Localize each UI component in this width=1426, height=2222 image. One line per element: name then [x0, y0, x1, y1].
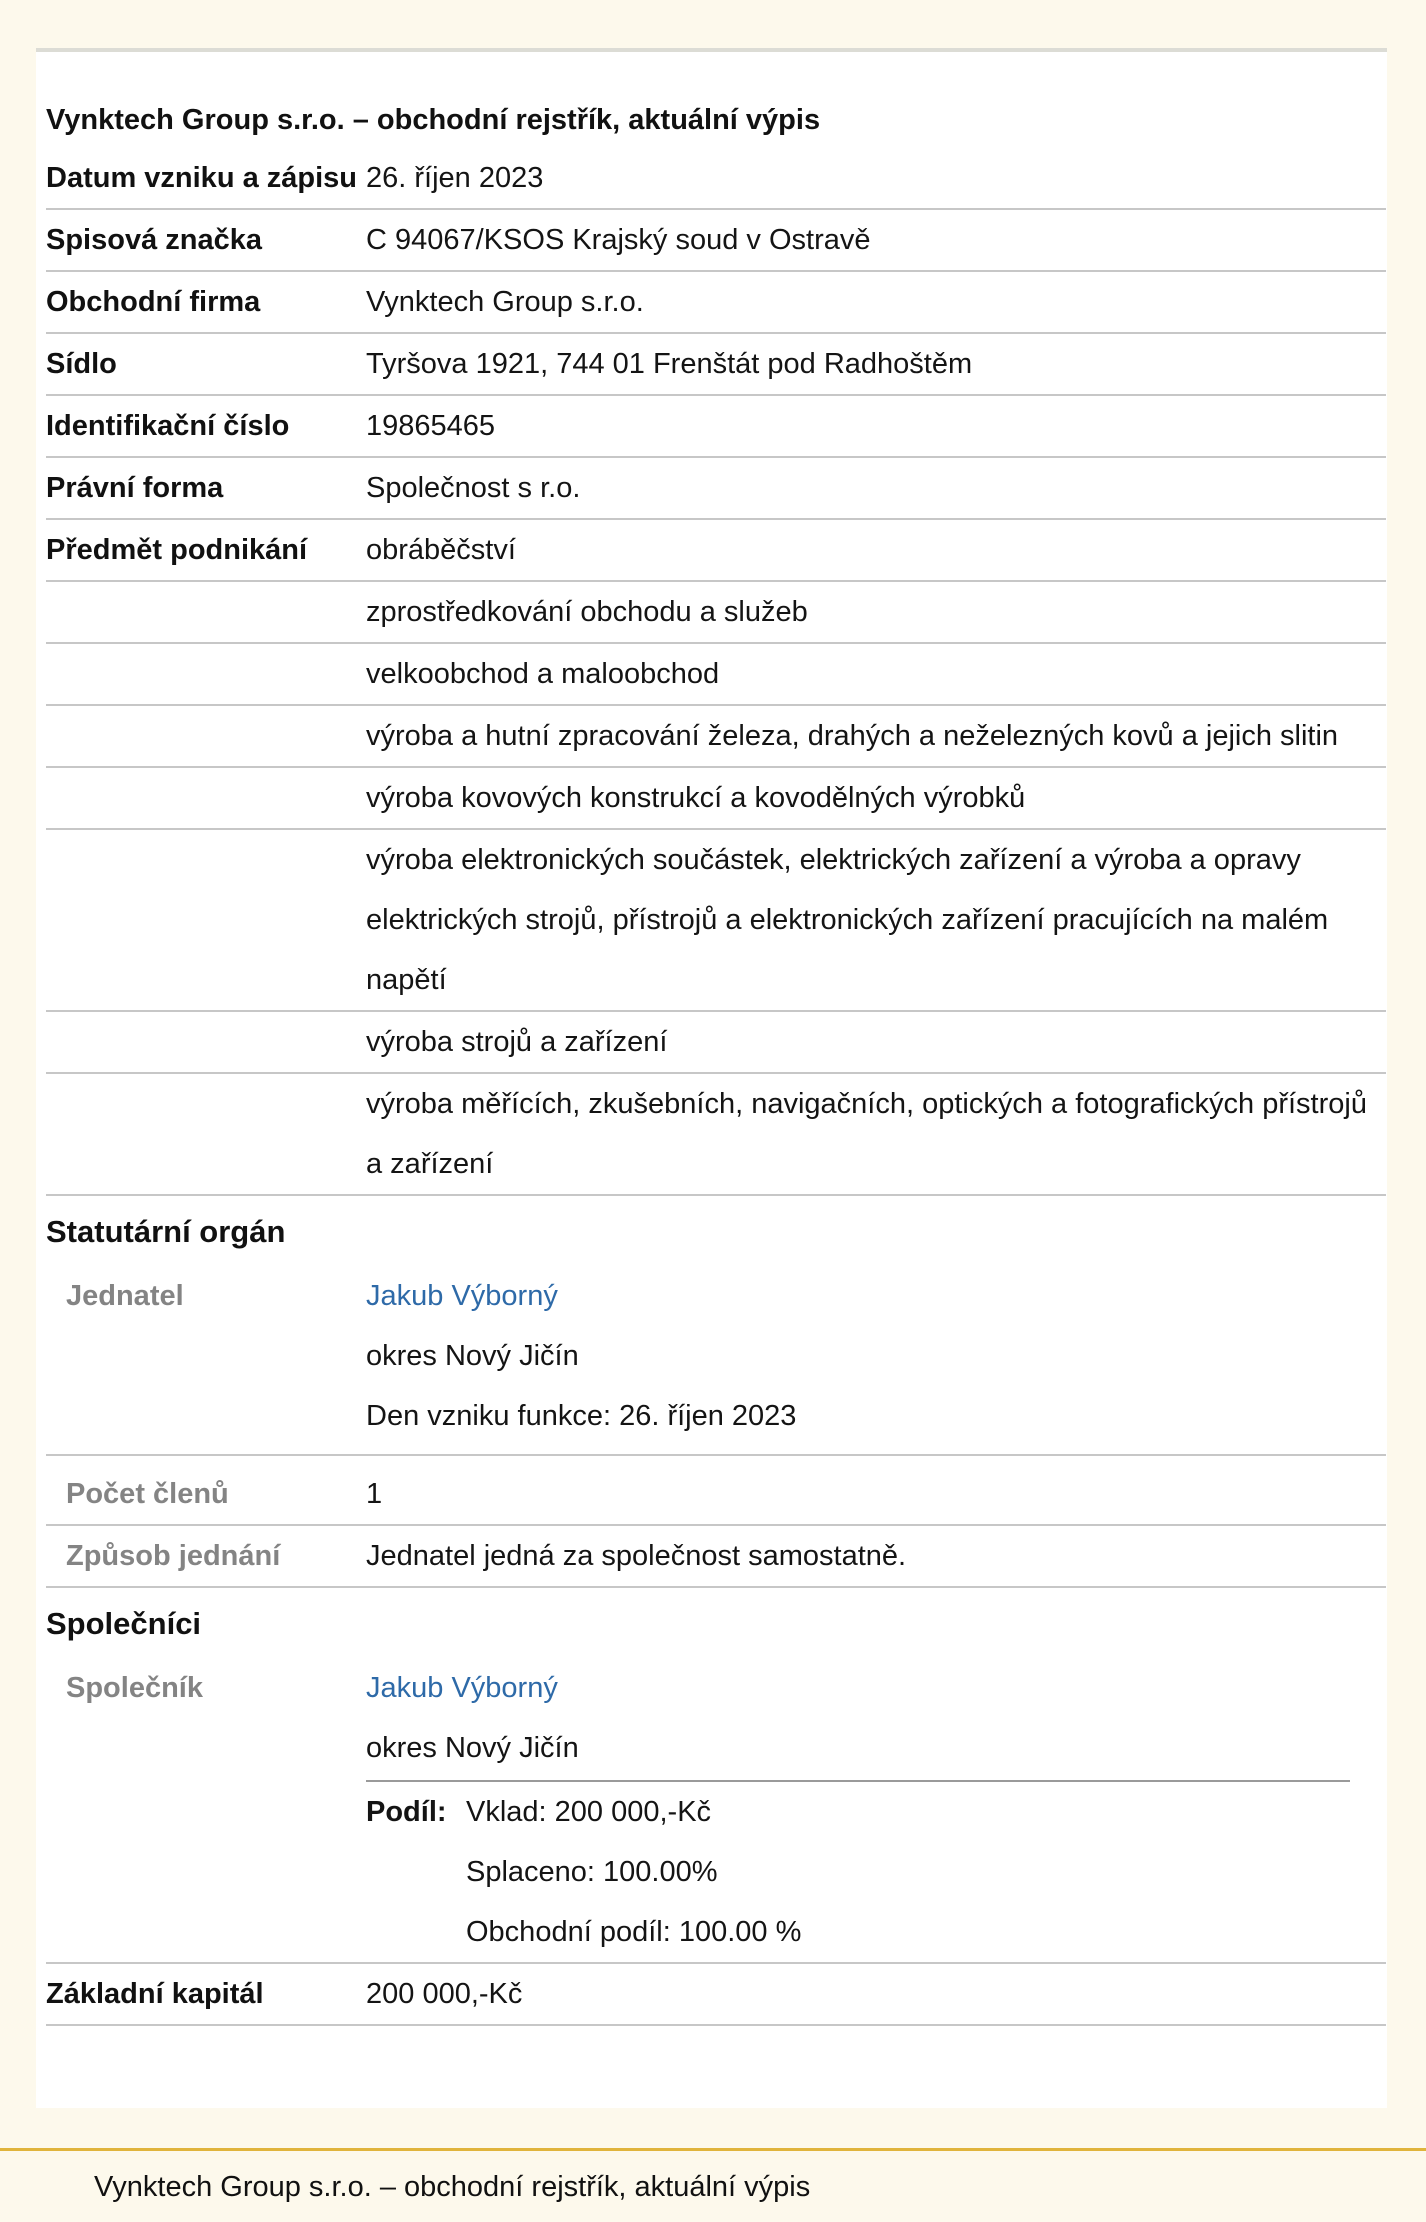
row-pravni-forma [46, 458, 1386, 520]
row-predmet-item [46, 1074, 1386, 1196]
row-predmet-item [46, 768, 1386, 830]
row-value: výroba měřících, zkušebních, navigačních, optických a fotografických přístrojů a zařízení [366, 1088, 1367, 1180]
row-label-empty [46, 830, 366, 1010]
row-label: Právní forma [46, 472, 224, 504]
row-value: výroba a hutní zpracování železa, drahých a neželezných kovů a jejich slitin [366, 720, 1339, 752]
row-label [46, 148, 366, 208]
row-predmet-item [46, 830, 1386, 1012]
row-label: Spisová značka [46, 224, 262, 256]
row-value: 200 000,-Kč [366, 1978, 523, 2010]
row-value: obráběčství [366, 534, 516, 566]
row-value: výroba elektronických součástek, elektrických zařízení a výroba a opravy elektrických strojů, přístrojů a elektronických zařízení pracujících na malém napětí [366, 844, 1329, 996]
row-predmet-item [46, 706, 1386, 768]
row-datum-vzniku [46, 148, 1386, 210]
row-label: Společník [66, 1672, 203, 1704]
row-label-empty [46, 706, 366, 766]
row-obchodni-firma [46, 272, 1386, 334]
row-label-empty [46, 1074, 366, 1194]
row-label-empty [46, 644, 366, 704]
row-predmet-item [46, 644, 1386, 706]
row-label-empty [46, 1012, 366, 1072]
row-zpusob-jednani [46, 1526, 1386, 1588]
row-label-text: Datum vzniku a zápisu [46, 162, 358, 194]
row-sidlo [46, 334, 1386, 396]
vklad-value: Vklad: 200 000,-Kč [466, 1796, 712, 1828]
row-value: výroba strojů a zařízení [366, 1026, 668, 1058]
row-label-empty [46, 582, 366, 642]
row-value: zprostředkování obchodu a služeb [366, 596, 808, 628]
row-value [366, 1266, 1386, 1446]
row-predmet-item [46, 1012, 1386, 1074]
row-identifikacni-cislo [46, 396, 1386, 458]
page-title: Vynktech Group s.r.o. – obchodní rejstřík, aktuální výpis [46, 104, 821, 136]
row-predmet-item [46, 582, 1386, 644]
row-jednatel [46, 1266, 1386, 1456]
row-value: Tyršova 1921, 744 01 Frenštát pod Radhoštěm [366, 348, 973, 380]
row-label: Předmět podnikání [46, 534, 308, 566]
podil-label: Podíl: [366, 1796, 447, 1828]
spolecnik-okres: okres Nový Jičín [366, 1732, 579, 1764]
podil-values [466, 1782, 1350, 1962]
row-zakladni-kapital [46, 1964, 1386, 2026]
row-value: 19865465 [366, 410, 496, 442]
section-title-statutarni: Statutární orgán [46, 1214, 286, 1249]
register-card [36, 48, 1387, 2108]
row-value: 26. říjen 2023 [366, 162, 544, 194]
row-value: Vynktech Group s.r.o. [366, 286, 644, 318]
splaceno-value: Splaceno: 100.00% [466, 1856, 718, 1888]
register-content [46, 94, 1386, 2026]
row-value: výroba kovových konstrukcí a kovodělných výrobků [366, 782, 1026, 814]
row-value: Společnost s r.o. [366, 472, 581, 504]
row-spolecnik [46, 1658, 1386, 1964]
page-footer [0, 2148, 1426, 2217]
jednatel-okres: okres Nový Jičín [366, 1340, 579, 1372]
row-pocet-clenu [46, 1456, 1386, 1526]
row-label: Jednatel [66, 1280, 184, 1312]
row-label: Základní kapitál [46, 1978, 264, 2010]
row-spisova-znacka [46, 210, 1386, 272]
row-label: Identifikační číslo [46, 410, 290, 442]
row-label: Obchodní firma [46, 286, 261, 318]
obchodni-podil-value: Obchodní podíl: 100.00 % [466, 1916, 802, 1948]
row-label: Počet členů [66, 1478, 229, 1510]
row-value: 1 [366, 1478, 383, 1510]
row-value: Jednatel jedná za společnost samostatně. [366, 1540, 907, 1572]
row-label: Sídlo [46, 348, 117, 380]
footer-text: Vynktech Group s.r.o. – obchodní rejstřík, aktuální výpis [94, 2171, 811, 2203]
row-value: velkoobchod a maloobchod [366, 658, 720, 690]
podil-block [366, 1780, 1350, 1962]
jednatel-name-link[interactable]: Jakub Výborný [366, 1280, 558, 1312]
spolecnik-name-link[interactable]: Jakub Výborný [366, 1672, 558, 1704]
section-title-spolecnici: Společníci [46, 1606, 202, 1641]
row-value [366, 1658, 1386, 1962]
row-value: C 94067/KSOS Krajský soud v Ostravě [366, 224, 871, 256]
row-label: Způsob jednání [66, 1540, 281, 1572]
row-predmet-podnikani [46, 520, 1386, 582]
row-label-empty [46, 768, 366, 828]
jednatel-den-vzniku: Den vzniku funkce: 26. říjen 2023 [366, 1400, 797, 1432]
